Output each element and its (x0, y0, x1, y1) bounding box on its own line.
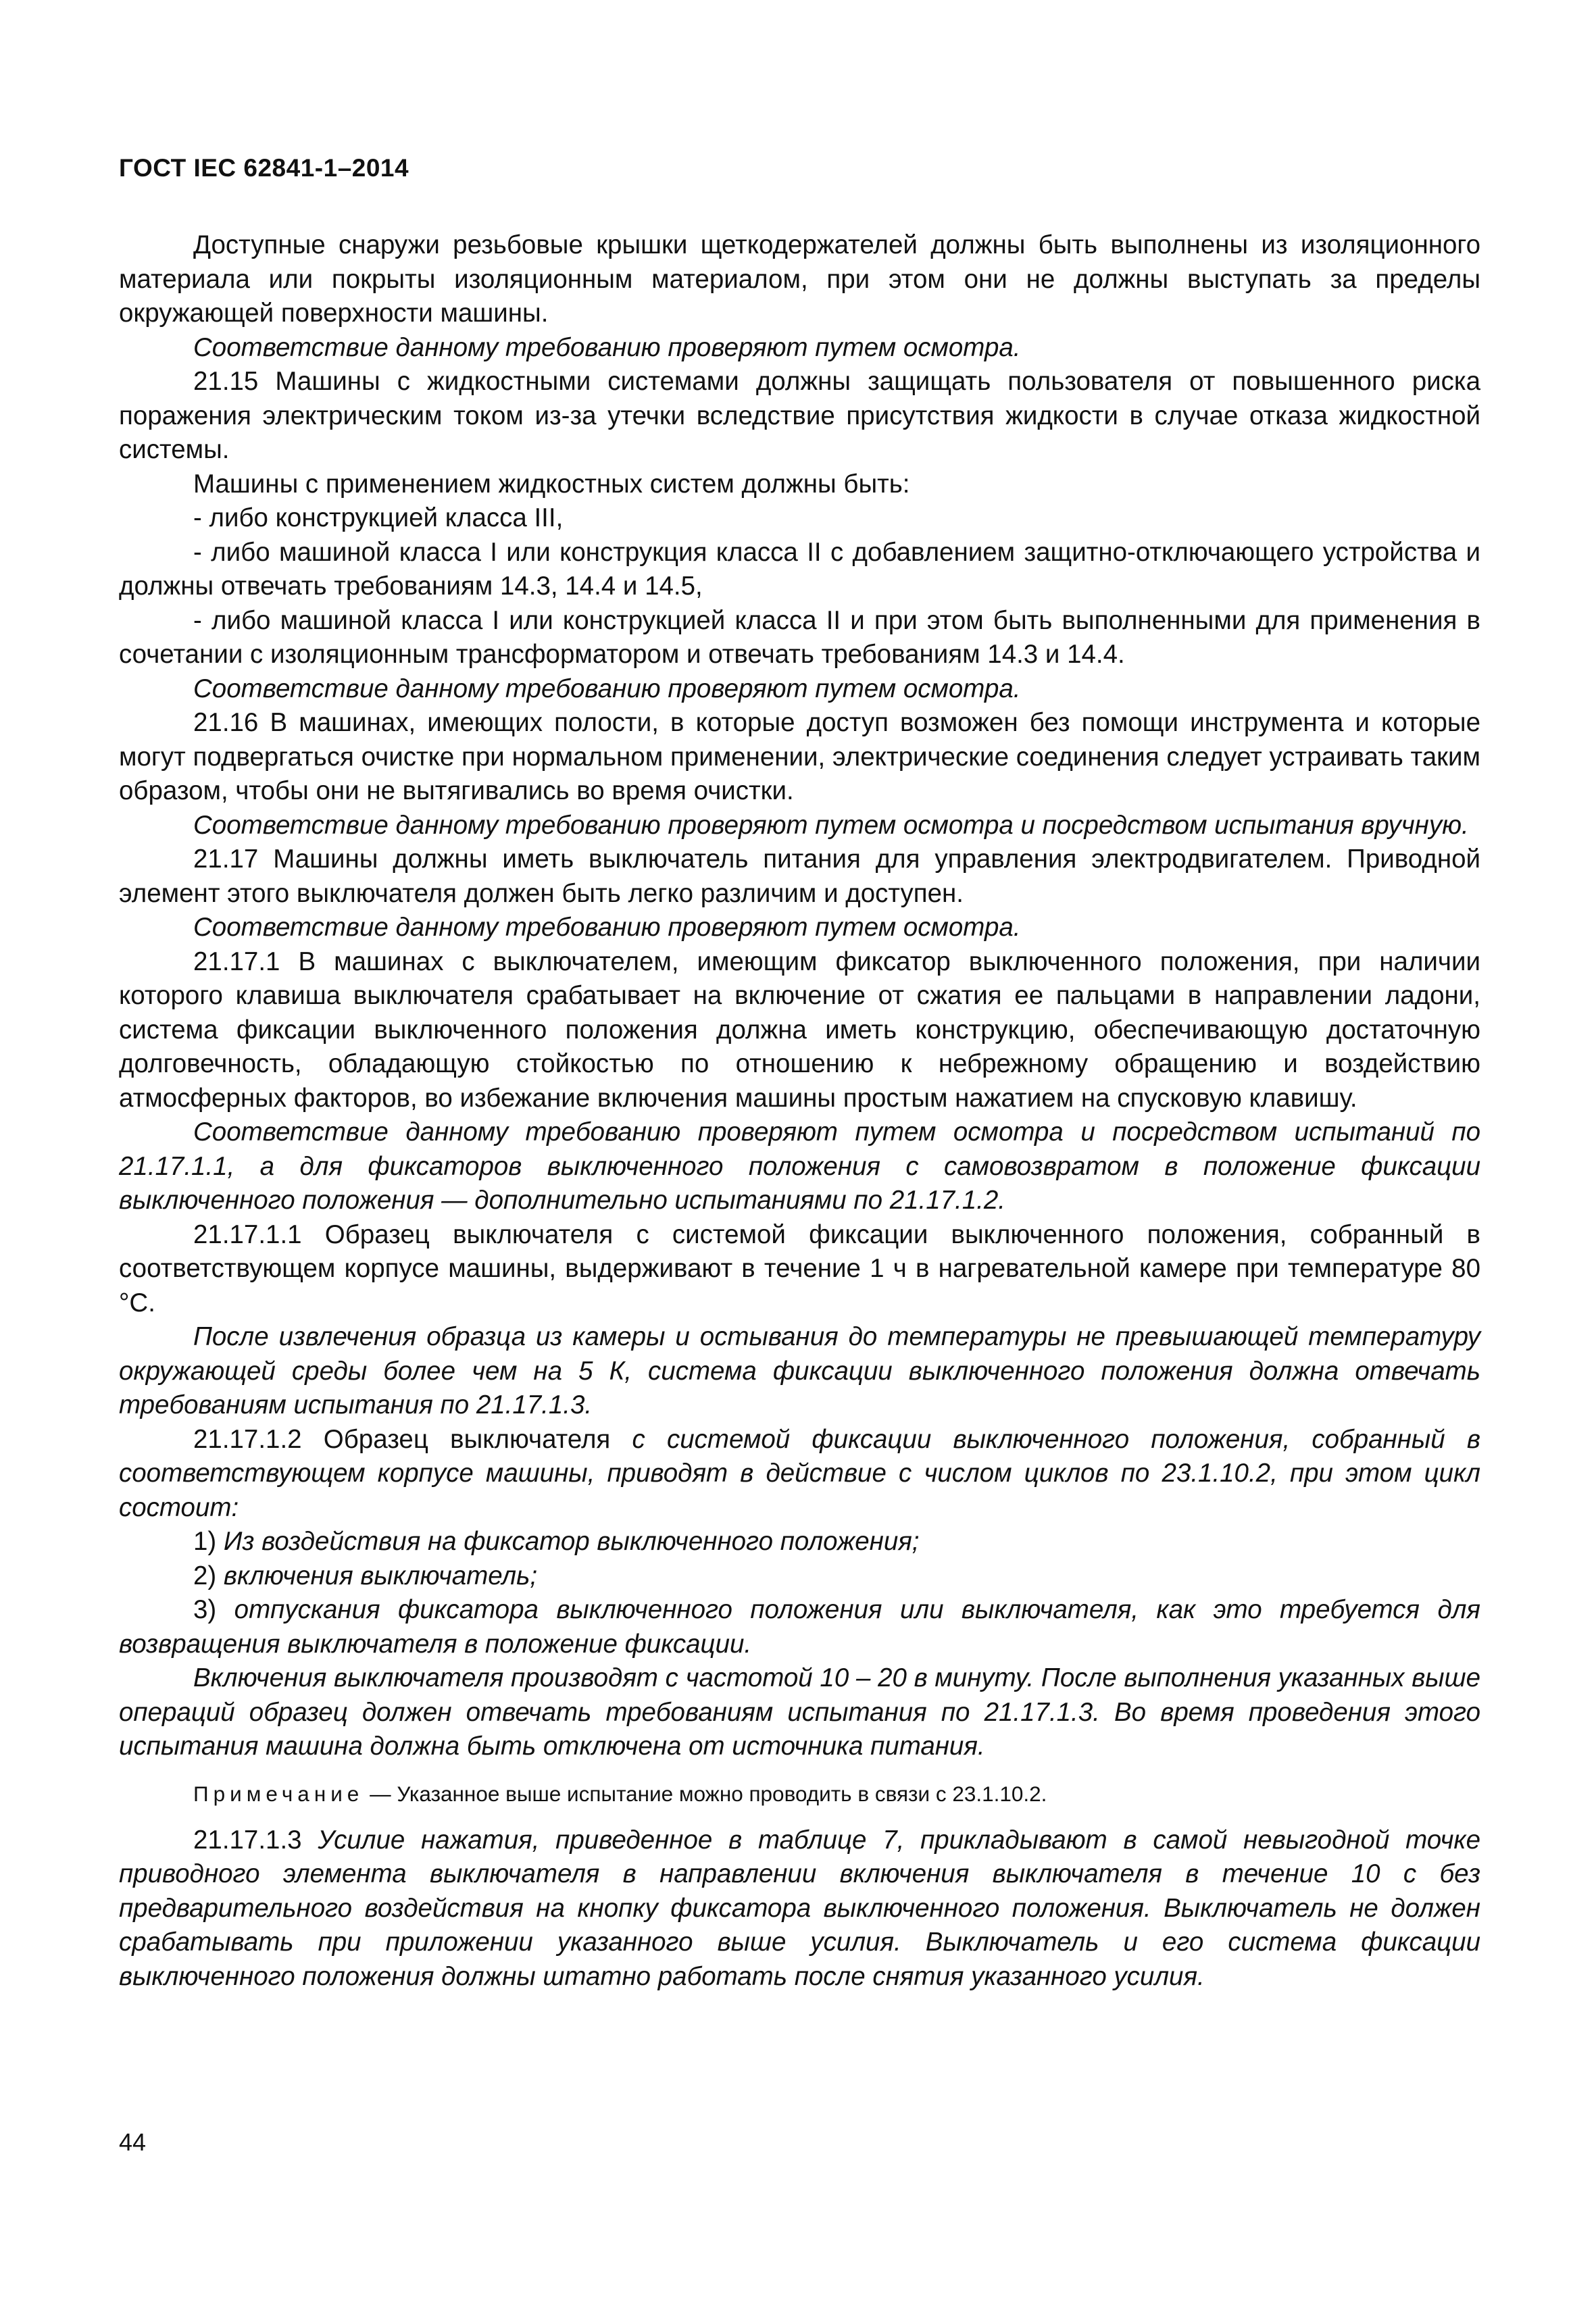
note-text: — Указанное выше испытание можно проводить в связи с 23.1.10.2. (364, 1781, 1047, 1806)
compliance-statement: Соответствие данному требованию проверяют путем осмотра. (193, 674, 1021, 703)
list-number: 2) (193, 1561, 217, 1590)
list-text: отпускания фиксатора выключенного положения или выключателя, как это требуется для возвращения выключателя в положение фиксации. (119, 1595, 1480, 1659)
list-item (119, 1525, 1480, 1559)
compliance-statement: Соответствие данному требованию проверяют путем осмотра и посредством испытаний по 21.17.1.1, а для фиксаторов выключенного положения с самовозвратом в положение фиксации выключенного положения — дополнительно испытаниями по 21.17.1.2. (119, 1117, 1480, 1215)
list-number: 1) (193, 1527, 217, 1556)
list-item: - либо машиной класса I или конструкцией класса II и при этом быть выполненными для применения в сочетании с изоляционным трансформатором и отвечать требованиям 14.3 и 14.4. (119, 605, 1480, 669)
list-text: Из воздействия на фиксатор выключенного положения; (216, 1527, 920, 1556)
compliance-statement: Соответствие данному требованию проверяют путем осмотра. (193, 913, 1021, 942)
paragraph: Доступные снаружи резьбовые крышки щеткодержателей должны быть выполнены из изоляционного материала или покрыты изоляционным материалом, при этом они не должны выступать за пределы окружающей поверхности машины. (119, 230, 1480, 328)
document-header: ГОСТ IEC 62841-1–2014 (119, 154, 409, 182)
page-body (119, 228, 1480, 1994)
list-item: - либо машиной класса I или конструкция класса II с добавлением защитно-отключающего устройства и должны отвечать требованиям 14.3, 14.4 и 14.5, (119, 537, 1480, 601)
clause-number: 21.17.1.2 Образец выключателя (193, 1424, 611, 1454)
note (119, 1779, 1480, 1809)
page-number: 44 (119, 2128, 147, 2156)
list-item: - либо конструкцией класса III, (193, 503, 564, 532)
compliance-statement: Соответствие данному требованию проверяют путем осмотра. (193, 332, 1021, 362)
test-requirement: Включения выключателя производят с частотой 10 – 20 в минуту. После выполнения указанных выше операций образец должен отвечать требованиям испытания по 21.17.1.3. Во время проведения этого испытания машина должна быть отключена от источника питания. (119, 1663, 1480, 1761)
note-label: Примечание (193, 1781, 364, 1806)
list-number: 3) (193, 1595, 217, 1624)
list-text: включения выключатель; (216, 1561, 538, 1590)
clause-21-17-1: 21.17.1 В машинах с выключателем, имеющим фиксатор выключенного положения, при наличии которого клавиша выключателя срабатывает на включение от сжатия ее пальцами в направлении ладони, система фиксации выключенного положения должна иметь конструкцию, обеспечивающую достаточную долговечность, обладающую стойкостью по отношению к небрежному обращению и воздействию атмосферных факторов, во избежание включения машины простым нажатием на спусковую клавишу. (119, 947, 1480, 1113)
clause-21-15: 21.15 Машины с жидкостными системами должны защищать пользователя от повышенного риска поражения электрическим током из-за утечки вследствие присутствия жидкости в случае отказа жидкостной системы. (119, 367, 1480, 464)
clause-number: 21.17.1.3 (193, 1825, 302, 1855)
clause-21-17-1-2 (119, 1423, 1480, 1526)
list-item (119, 1559, 1480, 1594)
test-requirement: После извлечения образца из камеры и остывания до температуры не превышающей температуру окружающей среды более чем на 5 К, система фиксации выключенного положения должна отвечать требованиям испытания по 21.17.1.3. (119, 1322, 1480, 1419)
compliance-statement: Соответствие данному требованию проверяют путем осмотра и посредством испытания вручную. (193, 810, 1469, 840)
paragraph: Машины с применением жидкостных систем должны быть: (193, 469, 910, 499)
clause-21-17-1-1: 21.17.1.1 Образец выключателя с системой фиксации выключенного положения, собранный в соответствующем корпусе машины, выдерживают в течение 1 ч в нагревательной камере при температуре 80 °С. (119, 1219, 1480, 1317)
clause-21-17-1-3 (119, 1823, 1480, 1994)
clause-21-17: 21.17 Машины должны иметь выключатель питания для управления электродвигателем. Приводной элемент этого выключателя должен быть легко различим и доступен. (119, 845, 1480, 908)
clause-text: с системой фиксации выключенного положения, собранный в соответствующем корпусе машины, приводят в действие с числом циклов по 23.1.10.2, при этом цикл состоит: (119, 1424, 1480, 1522)
clause-21-16: 21.16 В машинах, имеющих полости, в которые доступ возможен без помощи инструмента и которые могут подвергаться очистке при нормальном применении, электрические соединения следует устраивать таким образом, чтобы они не вытягивались во время очистки. (119, 708, 1480, 805)
list-item (119, 1593, 1480, 1661)
clause-text: Усилие нажатия, приведенное в таблице 7, прикладывают в самой невыгодной точке приводного элемента выключателя в направлении включения выключателя в течение 10 с без предварительного воздействия на кнопку фиксатора выключенного положения. Выключатель не должен срабатывать при приложении указанного выше усилия. Выключатель и его система фиксации выключенного положения должны штатно работать после снятия указанного усилия. (119, 1825, 1480, 1991)
